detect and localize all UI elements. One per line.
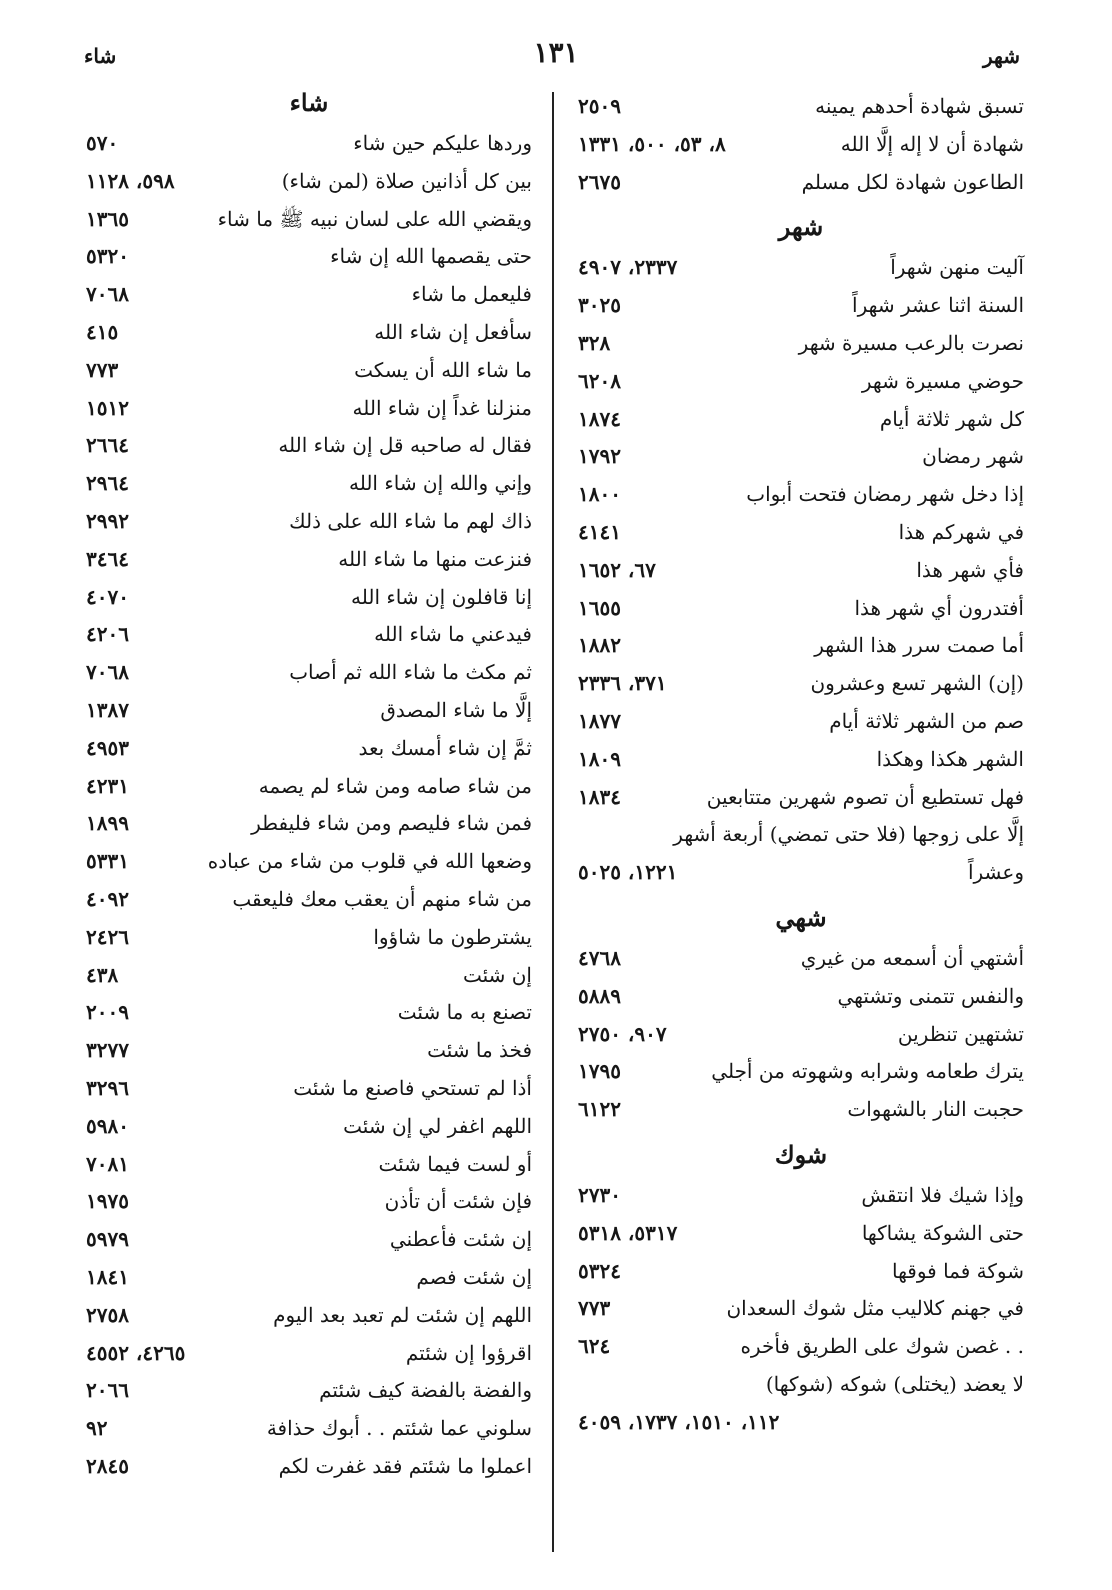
entry-text: فقال له صاحبه قل إن شاء الله [278, 433, 532, 458]
index-entry [86, 805, 532, 843]
index-entry [86, 1070, 532, 1108]
section-heading: شهر [778, 212, 824, 242]
entry-refs: ٥٩٨٠ [86, 1113, 129, 1138]
entry-text: إلَّا على زوجها (فلا حتى تمضي) أربعة أشهر [673, 822, 1024, 847]
index-entry [86, 1146, 532, 1184]
index-entry [86, 957, 532, 995]
entry-text: وإني والله إن شاء الله [348, 471, 532, 496]
entry-refs: ٤٠٧٠ [86, 584, 129, 609]
entry-text: أذا لم تستحي فاصنع ما شئت [293, 1075, 532, 1100]
entry-refs: ٣٢٧٧ [86, 1038, 129, 1063]
index-entry [578, 1215, 1024, 1253]
entry-text: السنة اثنا عشر شهراً [852, 293, 1024, 318]
entry-refs: ٤١٥ [86, 319, 119, 344]
entry-refs: ٢٦٧٥ [578, 169, 621, 194]
entry-text: وعشراً [967, 860, 1024, 885]
entry-text: اقرؤوا إن شئتم [405, 1340, 532, 1365]
index-entry [578, 1253, 1024, 1291]
index-entry [86, 465, 532, 503]
section-heading: شهي [775, 902, 827, 932]
entry-text: كل شهر ثلاثة أيام [879, 406, 1024, 431]
index-entry [86, 616, 532, 654]
entry-text: آليت منهن شهراً [890, 255, 1024, 280]
entry-refs: ٧٧٣ [86, 357, 119, 382]
entry-text: أشتهي أن أسمعه من غيري [800, 945, 1024, 970]
index-entry [578, 1053, 1024, 1091]
entry-text: أفتدرون أي شهر هذا [854, 595, 1024, 620]
index-entry [578, 325, 1024, 363]
entry-refs: ٦٢٤ [578, 1334, 611, 1359]
entry-refs: ٣٠٢٥ [578, 293, 621, 318]
index-entry [578, 164, 1024, 202]
entry-refs: ٢٩٩٢ [86, 508, 129, 533]
entry-refs: ٥٣٢٠ [86, 244, 129, 269]
index-entry [578, 552, 1024, 590]
entry-text: والفضة بالفضة كيف شئتم [319, 1378, 532, 1403]
index-entry [86, 1259, 532, 1297]
entry-refs: ١٨٠٩ [578, 746, 621, 771]
index-entry [86, 163, 532, 201]
index-entry [578, 627, 1024, 665]
right-column [578, 88, 1024, 1442]
entry-text: تشتهين تنظرين [897, 1021, 1024, 1046]
entry-refs: ٨، ٥٣، ٥٠٠، ١٣٣١ [578, 131, 726, 156]
section-heading: شوك [774, 1139, 828, 1169]
entry-text: ثم مكث ما شاء الله ثم أصاب [289, 660, 532, 685]
entry-text: إنا قافلون إن شاء الله [351, 584, 532, 609]
index-entry [578, 741, 1024, 779]
entry-text: فيدعني ما شاء الله [374, 622, 532, 647]
index-entry [86, 1410, 532, 1448]
entry-text: منزلنا غداً إن شاء الله [352, 395, 532, 420]
index-entry [86, 201, 532, 239]
entry-refs: ٤٧٦٨ [578, 945, 621, 970]
entry-text: حتى يقصمها الله إن شاء [330, 244, 532, 269]
entry-text: لا يعضد (يختلى) شوكه (شوكها) [765, 1371, 1024, 1396]
running-head-right: شهر [982, 44, 1020, 68]
entry-refs: ٥٣٢٤ [578, 1258, 621, 1283]
entry-text: تصنع به ما شئت [397, 1000, 532, 1025]
entry-refs: ٥٩٨، ١١٢٨ [86, 168, 175, 193]
index-entry [578, 1177, 1024, 1215]
entry-text: اعملوا ما شئتم فقد غفرت لكم [278, 1453, 532, 1478]
entry-refs: ٢٤٢٦ [86, 924, 129, 949]
entry-text: سأفعل إن شاء الله [374, 319, 532, 344]
entry-refs: ١٣٦٥ [86, 206, 129, 231]
entry-text: فمن شاء فليصم ومن شاء فليفطر [251, 811, 532, 836]
entry-refs: ٤٠٩٢ [86, 886, 129, 911]
column-divider [552, 92, 554, 1552]
entry-text: إن شئت فصم [416, 1264, 532, 1289]
entry-text: تسبق شهادة أحدهم يمينه [815, 94, 1024, 118]
entry-text: وإذا شيك فلا انتقش [861, 1182, 1024, 1207]
index-entry [86, 730, 532, 768]
index-entry [578, 438, 1024, 476]
entry-refs: ١٨٤١ [86, 1264, 129, 1289]
entry-refs: ١٨٧٤ [578, 406, 621, 431]
entry-text: حتى الشوكة يشاكها [861, 1220, 1024, 1245]
index-entry [86, 1221, 532, 1259]
index-entry [578, 1091, 1024, 1129]
index-entry [86, 654, 532, 692]
entry-refs: ٥٨٨٩ [578, 983, 621, 1008]
index-entry [86, 1372, 532, 1410]
entry-text: يشترطون ما شاؤوا [373, 924, 532, 949]
index-entry [578, 978, 1024, 1016]
index-entry [578, 249, 1024, 287]
entry-text: إن شئت فأعطني [389, 1227, 532, 1252]
entry-text: . . غصن شوك على الطريق فأخره [740, 1334, 1024, 1359]
index-entry [578, 514, 1024, 552]
entry-text: وردها عليكم حين شاء [353, 131, 532, 155]
index-entry [86, 1297, 532, 1335]
index-entry [86, 843, 532, 881]
entry-text: شهادة أن لا إله إلَّا الله [840, 131, 1024, 156]
entry-refs: ٦١٢٢ [578, 1097, 621, 1122]
entry-text: سلوني عما شئتم . . أبوك حذافة [266, 1416, 532, 1441]
entry-text: فإن شئت أن تأذن [384, 1189, 532, 1214]
index-entry [578, 703, 1024, 741]
entry-refs: ٢٠٠٩ [86, 1000, 129, 1025]
index-entry [578, 1366, 1024, 1404]
entry-text: نصرت بالرعب مسيرة شهر [798, 330, 1024, 355]
index-entry [578, 854, 1024, 892]
entry-text: إذا دخل شهر رمضان فتحت أبواب [746, 482, 1024, 507]
index-entry [578, 816, 1024, 854]
index-entry [578, 1290, 1024, 1328]
entry-text: فنزعت منها ما شاء الله [338, 546, 532, 571]
index-entry [86, 579, 532, 617]
index-entry [86, 1335, 532, 1373]
entry-text: وضعها الله في قلوب من شاء من عباده [207, 849, 532, 874]
entry-refs: ٤٣٨ [86, 962, 119, 987]
entry-refs: ٢٧٣٠ [578, 1182, 621, 1207]
entry-text: فأي شهر هذا [916, 557, 1024, 582]
left-column [86, 88, 532, 1486]
entry-text: إلَّا ما شاء المصدق [380, 697, 532, 722]
entry-text: حوضي مسيرة شهر [861, 368, 1024, 393]
index-entry [578, 1328, 1024, 1366]
index-entry [86, 692, 532, 730]
entry-refs: ١٨٣٤ [578, 784, 621, 809]
entry-text: أو لست فيما شئت [378, 1151, 532, 1176]
entry-text: ذاك لهم ما شاء الله على ذلك [289, 508, 532, 533]
entry-refs: ٢٨٤٥ [86, 1453, 129, 1478]
index-entry [578, 126, 1024, 164]
index-entry [578, 779, 1024, 817]
page-number: ١٣١ [533, 36, 579, 69]
entry-refs: ٩٠٧، ٢٧٥٠ [578, 1021, 667, 1046]
entry-refs: ٤٢٦٥، ٤٥٥٢ [86, 1340, 186, 1365]
entry-refs: ٣٢٨ [578, 330, 611, 355]
entry-text: اللهم اغفر لي إن شئت [343, 1113, 532, 1138]
entry-refs: ٦٢٠٨ [578, 368, 621, 393]
entry-text: فليعمل ما شاء [411, 282, 532, 307]
running-head-left: شاء [84, 44, 117, 68]
entry-refs: ٤١٤١ [578, 519, 621, 544]
index-entry [86, 314, 532, 352]
entry-text: فخذ ما شئت [427, 1038, 532, 1063]
index-entry [578, 665, 1024, 703]
entry-refs: ٢٦٦٤ [86, 433, 129, 458]
entry-text: شهر رمضان [922, 444, 1024, 469]
entry-refs: ١٢٢١، ٥٠٢٥ [578, 860, 678, 885]
entry-refs: ٣٧١، ٢٣٣٦ [578, 671, 667, 696]
entry-text: ثمَّ إن شاء أمسك بعد [358, 735, 532, 760]
entry-refs: ١٣٨٧ [86, 697, 129, 722]
entry-text: من شاء منهم أن يعقب معك فليعقب [232, 886, 532, 911]
entry-refs: ٢٠٦٦ [86, 1378, 129, 1403]
index-entry [86, 1183, 532, 1221]
entry-refs: ١٨٨٢ [578, 633, 621, 658]
entry-refs: ٦٧، ١٦٥٢ [578, 557, 656, 582]
index-entry [578, 363, 1024, 401]
entry-refs: ٤٢٣١ [86, 773, 129, 798]
entry-text: صم من الشهر ثلاثة أيام [829, 708, 1024, 733]
entry-text: إن شئت [462, 962, 532, 987]
entry-text: أما صمت سرر هذا الشهر [814, 633, 1024, 658]
entry-refs: ١٩٧٥ [86, 1189, 129, 1214]
index-entry [86, 541, 532, 579]
index-entry [86, 768, 532, 806]
entry-refs: ٣٢٩٦ [86, 1075, 129, 1100]
index-entry [578, 1404, 1024, 1442]
index-entry [578, 401, 1024, 439]
entry-refs: ٢٧٥٨ [86, 1302, 129, 1327]
index-entry [86, 994, 532, 1032]
entry-refs: ٧٠٦٨ [86, 282, 129, 307]
index-entry [86, 125, 532, 163]
index-entry [86, 427, 532, 465]
entry-refs: ٥٣١٧، ٥٣١٨ [578, 1220, 678, 1245]
entry-text: (إن) الشهر تسع وعشرون [810, 671, 1024, 696]
entry-text: الشهر هكذا وهكذا [876, 746, 1024, 771]
entry-text: يترك طعامه وشرابه وشهوته من أجلي [711, 1059, 1024, 1084]
entry-refs: ٢٥٠٩ [578, 94, 621, 118]
entry-refs: ٣٤٦٤ [86, 546, 129, 571]
index-entry [86, 1108, 532, 1146]
index-entry [86, 881, 532, 919]
entry-refs: ١٨٩٩ [86, 811, 129, 836]
entry-refs: ٤٩٥٣ [86, 735, 129, 760]
index-entry [578, 1016, 1024, 1054]
entry-text: من شاء صامه ومن شاء لم يصمه [258, 773, 532, 798]
entry-refs: ٧٠٦٨ [86, 660, 129, 685]
index-entry [86, 352, 532, 390]
index-entry [578, 476, 1024, 514]
entry-refs: ٩٢ [86, 1416, 108, 1441]
entry-text: شوكة فما فوقها [891, 1258, 1024, 1283]
entry-refs: ١٦٥٥ [578, 595, 621, 620]
entry-text: الطاعون شهادة لكل مسلم [801, 169, 1024, 194]
index-entry [86, 238, 532, 276]
entry-text: والنفس تتمنى وتشتهي [837, 983, 1024, 1008]
entry-text: فهل تستطيع أن تصوم شهرين متتابعين [706, 784, 1024, 809]
entry-refs: ٧٠٨١ [86, 1151, 129, 1176]
entry-refs: ١٨٠٠ [578, 482, 621, 507]
index-entry [86, 276, 532, 314]
entry-refs: ٥٩٧٩ [86, 1227, 129, 1252]
entry-refs: ١٧٩٢ [578, 444, 621, 469]
entry-text: في شهركم هذا [898, 519, 1024, 544]
index-entry [86, 390, 532, 428]
entry-text: اللهم إن شئت لم تعبد بعد اليوم [273, 1302, 532, 1327]
entry-text: في جهنم كلاليب مثل شوك السعدان [726, 1296, 1024, 1321]
entry-refs: ٧٧٣ [578, 1296, 611, 1321]
index-entry [578, 590, 1024, 628]
entry-refs: ٥٣٣١ [86, 849, 129, 874]
entry-text: ما شاء الله أن يسكت [354, 357, 532, 382]
entry-text: بين كل أذانين صلاة (لمن شاء) [281, 168, 532, 193]
index-entry [86, 1448, 532, 1486]
entry-refs: ١٧٩٥ [578, 1059, 621, 1084]
index-entry [86, 919, 532, 957]
entry-refs: ١١٢، ١٥١٠، ١٧٣٧، ٤٠٥٩ [578, 1409, 780, 1434]
entry-refs: ٢٣٣٧، ٤٩٠٧ [578, 255, 678, 280]
entry-text: ويقضي الله على لسان نبيه ﷺ ما شاء [217, 206, 532, 231]
entry-refs: ٢٩٦٤ [86, 471, 129, 496]
entry-refs: ٥٧٠ [86, 131, 119, 155]
entry-refs: ١٥١٢ [86, 395, 129, 420]
index-entry [86, 1032, 532, 1070]
entry-refs: ١٨٧٧ [578, 708, 621, 733]
index-entry [578, 287, 1024, 325]
index-entry [578, 940, 1024, 978]
entry-text: حجبت النار بالشهوات [847, 1097, 1024, 1122]
entry-refs: ٤٢٠٦ [86, 622, 129, 647]
index-entry [86, 503, 532, 541]
index-entry [578, 88, 1024, 126]
section-heading: شاء [289, 88, 329, 117]
